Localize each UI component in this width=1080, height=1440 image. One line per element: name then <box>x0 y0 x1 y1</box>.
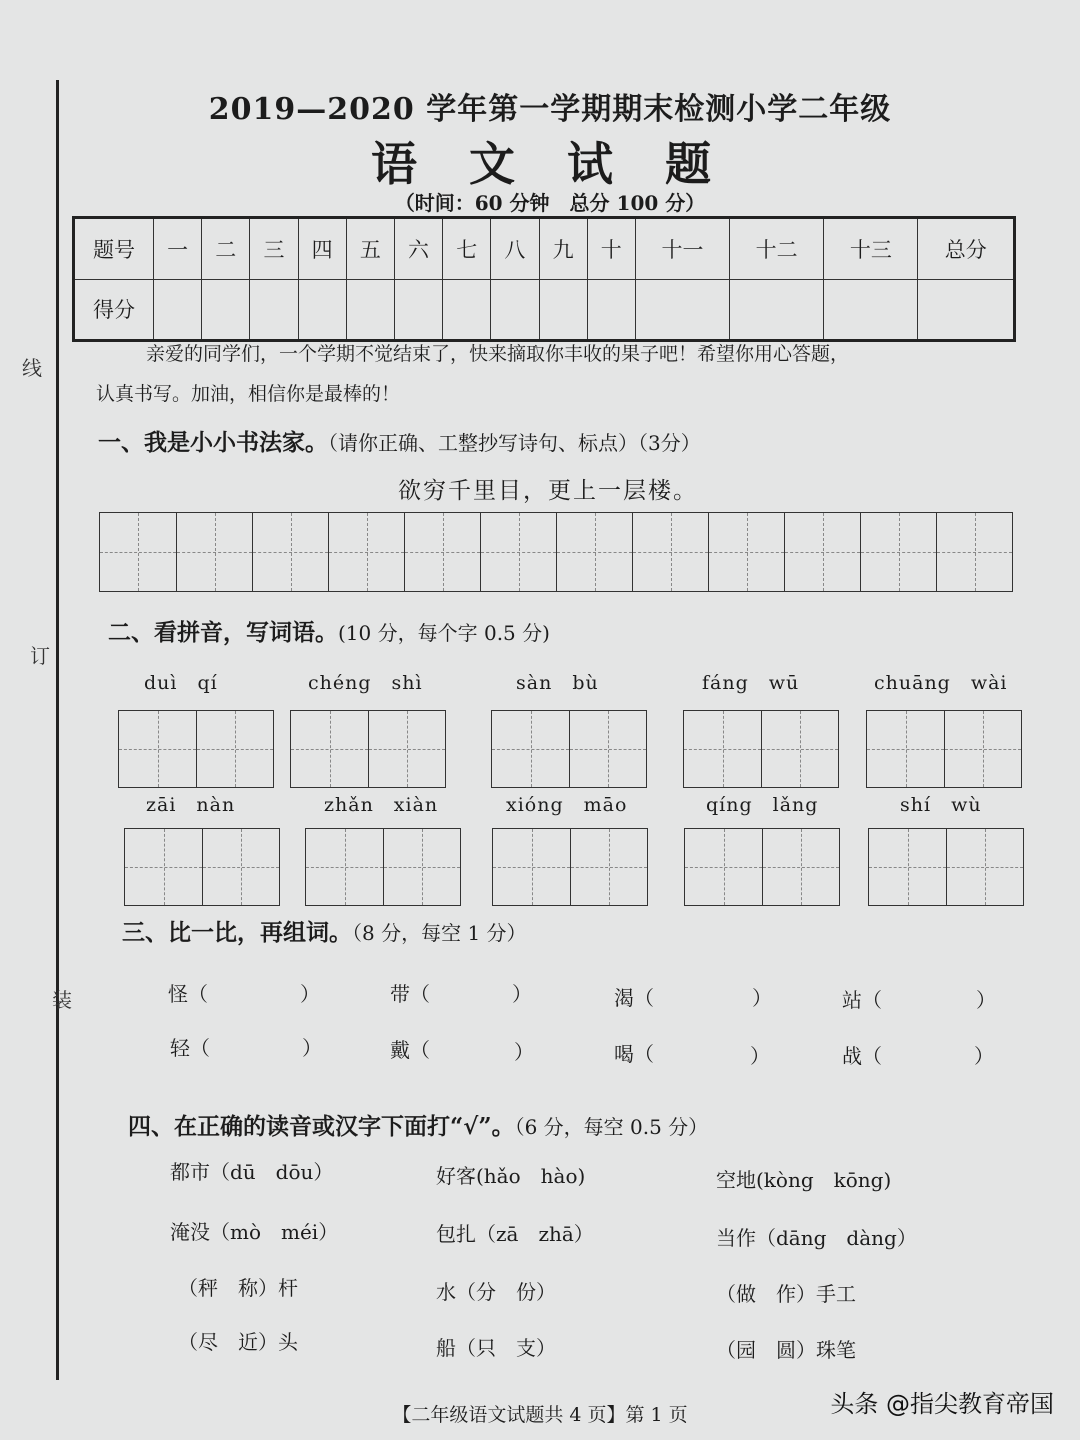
writing-cell[interactable] <box>860 513 936 591</box>
writing-cell[interactable] <box>480 513 556 591</box>
q1-title: 一、我是小小书法家。 <box>98 429 328 456</box>
pinyin-label: fáng wū <box>702 672 800 694</box>
choice-item[interactable]: 空地(kòng kōng) <box>716 1168 892 1192</box>
q4-title: 四、在正确的读音或汉字下面打“√”。 <box>128 1113 515 1140</box>
answer-box[interactable] <box>290 710 446 788</box>
answer-box[interactable] <box>491 710 647 788</box>
writing-cell[interactable] <box>569 711 646 787</box>
compare-char: 带（ <box>390 982 430 1006</box>
compare-close: ） <box>514 1040 534 1064</box>
score-cell[interactable] <box>587 279 635 341</box>
writing-cell[interactable] <box>867 711 944 787</box>
score-cell[interactable] <box>635 279 729 341</box>
answer-box[interactable] <box>118 710 274 788</box>
score-cell[interactable] <box>250 279 298 341</box>
compare-char: 戴（ <box>390 1038 430 1062</box>
score-cell[interactable] <box>154 279 202 341</box>
writing-cell[interactable] <box>762 829 839 905</box>
score-col: 九 <box>539 218 587 280</box>
writing-cell[interactable] <box>632 513 708 591</box>
writing-cell[interactable] <box>196 711 273 787</box>
compare-close: ） <box>300 982 320 1006</box>
pinyin-label: zāi nàn <box>146 794 236 816</box>
writing-cell[interactable] <box>176 513 252 591</box>
answer-box[interactable] <box>866 710 1022 788</box>
score-table-header-row <box>74 218 1015 280</box>
score-cell[interactable] <box>394 279 442 341</box>
q4-instruction: （6 分，每空 0.5 分） <box>514 1115 709 1139</box>
score-col: 二 <box>202 218 250 280</box>
score-cell[interactable] <box>918 279 1015 341</box>
choice-item[interactable]: 淹没（mò méi） <box>170 1220 339 1244</box>
answer-box[interactable] <box>683 710 839 788</box>
writing-cell[interactable] <box>306 829 383 905</box>
compare-close: ） <box>974 1044 994 1068</box>
writing-cell[interactable] <box>869 829 946 905</box>
q1-poem: 欲穷千里目，更上一层楼。 <box>398 478 698 504</box>
compare-close: ） <box>976 988 996 1012</box>
score-col: 总分 <box>918 218 1015 280</box>
pinyin-label: chuāng wài <box>874 672 1008 694</box>
score-col: 七 <box>443 218 491 280</box>
compare-char: 轻（ <box>170 1036 210 1060</box>
q2-instruction: (10 分，每个字 0.5 分) <box>338 621 550 645</box>
score-table-score-row <box>74 279 1015 341</box>
binding-label-xian: 线 <box>22 356 42 380</box>
pinyin-label: duì qí <box>144 672 218 694</box>
intro-line-1: 亲爱的同学们，一个学期不觉结束了，快来摘取你丰收的果子吧！希望你用心答题， <box>146 343 850 365</box>
writing-cell[interactable] <box>252 513 328 591</box>
writing-cell[interactable] <box>761 711 838 787</box>
compare-char: 战（ <box>842 1044 882 1068</box>
compare-close: ） <box>750 1044 770 1068</box>
writing-cell[interactable] <box>368 711 445 787</box>
score-col: 十 <box>587 218 635 280</box>
choice-item[interactable]: （尽 近）头 <box>178 1330 298 1354</box>
choice-item[interactable]: （秤 称）杆 <box>178 1276 298 1300</box>
choice-item[interactable]: 包扎（zā zhā） <box>436 1222 594 1246</box>
choice-item[interactable]: （做 作）手工 <box>716 1282 856 1306</box>
score-col: 十一 <box>635 218 729 280</box>
pinyin-label: zhǎn xiàn <box>324 794 439 816</box>
writing-cell[interactable] <box>383 829 460 905</box>
q1-heading <box>98 424 701 457</box>
answer-box[interactable] <box>492 828 648 906</box>
score-col: 一 <box>154 218 202 280</box>
answer-box[interactable] <box>684 828 840 906</box>
writing-cell[interactable] <box>404 513 480 591</box>
compare-close: ） <box>752 986 772 1010</box>
score-col: 四 <box>298 218 346 280</box>
score-col: 三 <box>250 218 298 280</box>
choice-item[interactable]: 当作（dāng dàng） <box>716 1226 917 1250</box>
writing-cell[interactable] <box>119 711 196 787</box>
writing-cell[interactable] <box>100 513 176 591</box>
q2-heading <box>108 614 550 647</box>
writing-cell[interactable] <box>202 829 279 905</box>
compare-char: 渴（ <box>614 986 654 1010</box>
score-table-row-label: 题号 <box>74 218 154 280</box>
exam-subtitle: 语 文 试 题 <box>370 137 730 191</box>
q3-instruction: （8 分，每空 1 分） <box>352 921 527 945</box>
choice-item[interactable]: 水（分 份） <box>436 1280 556 1304</box>
compare-char: 站（ <box>842 988 882 1012</box>
page-footer: 【二年级语文试题共 4 页】第 1 页 <box>392 1404 688 1426</box>
writing-cell[interactable] <box>708 513 784 591</box>
compare-close: ） <box>302 1036 322 1060</box>
score-table <box>72 216 1016 342</box>
score-cell[interactable] <box>346 279 394 341</box>
score-col: 八 <box>491 218 539 280</box>
q1-instruction: （请你正确、工整抄写诗句、标点）（3分） <box>328 431 701 455</box>
binding-label-ding: 订 <box>30 644 50 668</box>
writing-cell[interactable] <box>328 513 404 591</box>
score-cell[interactable] <box>443 279 491 341</box>
answer-box[interactable] <box>868 828 1024 906</box>
pinyin-label: sàn bù <box>516 672 599 694</box>
writing-cell[interactable] <box>946 829 1023 905</box>
q4-heading <box>128 1108 708 1141</box>
score-col: 五 <box>346 218 394 280</box>
compare-char: 喝（ <box>614 1042 654 1066</box>
compare-close: ） <box>512 982 532 1006</box>
score-col: 十三 <box>824 218 918 280</box>
writing-cell[interactable] <box>936 513 1012 591</box>
answer-box[interactable] <box>124 828 280 906</box>
writing-cell[interactable] <box>784 513 860 591</box>
writing-cell[interactable] <box>556 513 632 591</box>
time-info: （时间：60 分钟 总分 100 分） <box>394 191 706 215</box>
choice-item[interactable]: 好客(hǎo hào) <box>436 1164 586 1188</box>
writing-cell[interactable] <box>684 711 761 787</box>
writing-cell[interactable] <box>685 829 762 905</box>
q1-writing-grid[interactable] <box>99 512 1013 592</box>
pinyin-label: qíng lǎng <box>706 794 819 816</box>
choice-item[interactable]: 船（只 支） <box>436 1336 556 1360</box>
score-cell[interactable] <box>202 279 250 341</box>
intro-line-2: 认真书写。加油，相信你是最棒的！ <box>96 383 401 405</box>
score-cell[interactable] <box>824 279 918 341</box>
exam-title: 2019—2020 学年第一学期期末检测小学二年级 <box>208 92 892 127</box>
writing-cell[interactable] <box>492 711 569 787</box>
score-cell[interactable] <box>491 279 539 341</box>
q2-title: 二、看拼音，写词语。 <box>108 619 338 646</box>
choice-item[interactable]: 都市（dū dōu） <box>170 1160 334 1184</box>
pinyin-label: xióng māo <box>506 794 628 816</box>
watermark: 头条 @指尖教育帝国 <box>830 1390 1054 1418</box>
writing-cell[interactable] <box>493 829 570 905</box>
writing-cell[interactable] <box>291 711 368 787</box>
writing-cell[interactable] <box>570 829 647 905</box>
q3-heading <box>122 914 527 947</box>
binding-label-zhuang: 装 <box>52 988 72 1012</box>
score-cell[interactable] <box>298 279 346 341</box>
score-cell[interactable] <box>730 279 824 341</box>
writing-cell[interactable] <box>125 829 202 905</box>
score-table-row-label: 得分 <box>74 279 154 341</box>
answer-box[interactable] <box>305 828 461 906</box>
compare-char: 怪（ <box>168 982 208 1006</box>
score-col: 十二 <box>730 218 824 280</box>
writing-cell[interactable] <box>944 711 1021 787</box>
q3-title: 三、比一比，再组词。 <box>122 919 352 946</box>
choice-item[interactable]: （园 圆）珠笔 <box>716 1338 856 1362</box>
score-col: 六 <box>394 218 442 280</box>
pinyin-label: shí wù <box>900 794 982 816</box>
pinyin-label: chéng shì <box>308 672 423 694</box>
binding-line <box>56 80 59 1380</box>
score-cell[interactable] <box>539 279 587 341</box>
